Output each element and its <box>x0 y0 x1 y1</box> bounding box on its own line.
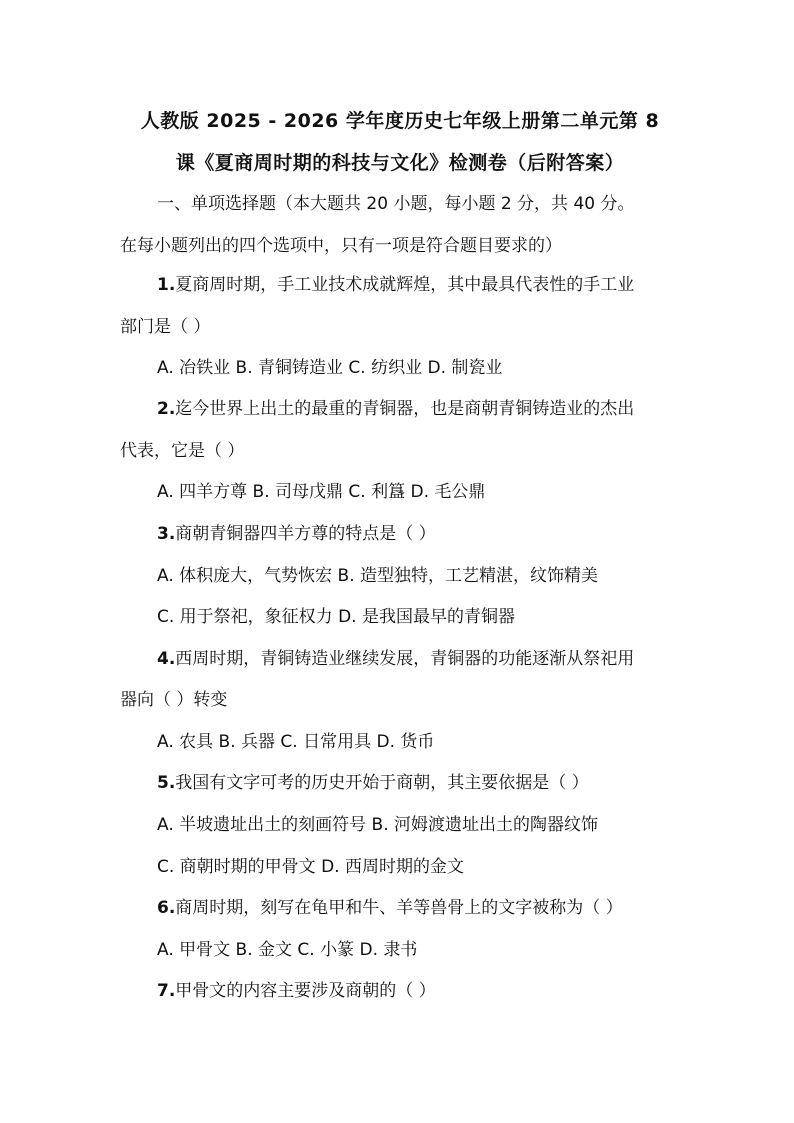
section-heading-line-1: 一、单项选择题（本大题共 20 小题，每小题 2 分，共 40 分。 <box>157 194 635 214</box>
question-6-number: 6. <box>157 898 176 918</box>
question-5-number: 5. <box>157 773 176 793</box>
question-1-stem-cont: 部门是（ ） <box>120 317 211 337</box>
question-1-stem-text: 夏商周时期，手工业技术成就辉煌，其中最具代表性的手工业 <box>175 275 635 295</box>
question-5-options-2: C. 商朝时期的甲骨文 D. 西周时期的金文 <box>157 857 464 877</box>
question-4-number: 4. <box>157 649 176 669</box>
question-6-options: A. 甲骨文 B. 金文 C. 小篆 D. 隶书 <box>157 940 418 960</box>
question-3-options-2: C. 用于祭祀，象征权力 D. 是我国最早的青铜器 <box>157 607 515 627</box>
question-1-number: 1. <box>157 275 176 295</box>
question-7-number: 7. <box>157 981 176 1001</box>
question-4-options: A. 农具 B. 兵器 C. 日常用具 D. 货币 <box>157 732 435 752</box>
question-1-options: A. 冶铁业 B. 青铜铸造业 C. 纺织业 D. 制瓷业 <box>157 358 503 378</box>
question-1-stem <box>157 274 634 296</box>
question-4-stem-cont: 器向（ ）转变 <box>120 690 228 710</box>
question-5-options-1: A. 半坡遗址出土的刻画符号 B. 河姆渡遗址出土的陶器纹饰 <box>157 815 599 835</box>
question-6-stem <box>157 897 623 919</box>
exam-title-line-1: 人教版 2025 - 2026 学年度历史七年级上册第二单元第 8 <box>140 110 660 132</box>
question-7-stem-text: 甲骨文的内容主要涉及商朝的（ ） <box>175 981 436 1001</box>
question-4-stem <box>157 648 634 670</box>
question-6-stem-text: 商周时期，刻写在龟甲和牛、羊等兽骨上的文字被称为（ ） <box>175 898 623 918</box>
question-2-number: 2. <box>157 399 176 419</box>
question-4-stem-text: 西周时期，青铜铸造业继续发展，青铜器的功能逐渐从祭祀用 <box>175 649 635 669</box>
question-2-stem <box>157 398 634 420</box>
question-3-number: 3. <box>157 524 176 544</box>
question-3-stem-text: 商朝青铜器四羊方尊的特点是（ ） <box>175 524 436 544</box>
question-7-stem <box>157 980 436 1002</box>
question-5-stem <box>157 772 589 794</box>
question-3-options-1: A. 体积庞大，气势恢宏 B. 造型独特，工艺精湛，纹饰精美 <box>157 566 599 586</box>
question-2-stem-cont: 代表，它是（ ） <box>120 441 245 461</box>
section-heading-line-2: 在每小题列出的四个选项中，只有一项是符合题目要求的） <box>120 236 562 256</box>
question-2-options: A. 四羊方尊 B. 司母戊鼎 C. 利簋 D. 毛公鼎 <box>157 482 486 502</box>
question-5-stem-text: 我国有文字可考的历史开始于商朝，其主要依据是（ ） <box>175 773 589 793</box>
question-2-stem-text: 迄今世界上出土的最重的青铜器，也是商朝青铜铸造业的杰出 <box>175 399 635 419</box>
question-3-stem <box>157 523 436 545</box>
exam-title-line-2: 课《夏商周时期的科技与文化》检测卷（后附答案） <box>175 152 625 174</box>
